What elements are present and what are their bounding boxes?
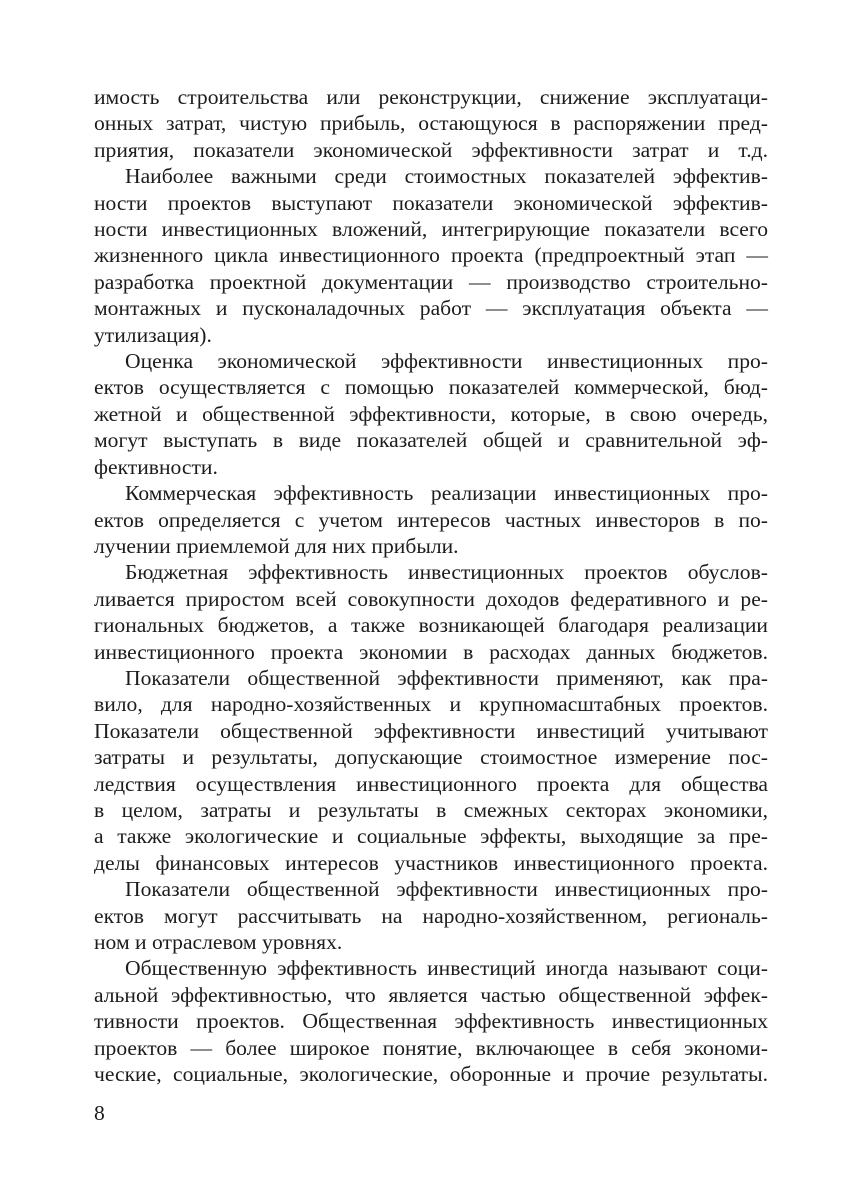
paragraph (94, 84, 768, 163)
paragraph (94, 480, 768, 559)
text-line: Показатели общественной эффективности инвестиций учитывают (94, 718, 768, 743)
text-line: вило, для народно-хозяйственных и крупномасштабных проектов. (94, 692, 768, 717)
text-line: затраты и результаты, допускающие стоимостное измерение пос- (94, 745, 768, 770)
paragraph (94, 955, 768, 1087)
text-line: ческие, социальные, экологические, оборонные и прочие результаты. (94, 1062, 768, 1087)
text-line: приятия, показатели экономической эффективности затрат и т.д. (94, 137, 768, 162)
page-number: 8 (94, 1101, 105, 1125)
text-line: фективности. (94, 454, 218, 479)
text-line: лучении приемлемой для них прибыли. (94, 533, 459, 558)
text-line: ектов осуществляется с помощью показателей коммерческой, бюд- (94, 375, 768, 400)
text-line: могут выступать в виде показателей общей и сравнительной эф- (94, 428, 768, 453)
text-line: ектов могут рассчитывать на народно-хозяйственном, региональ- (94, 903, 768, 928)
text-line: жетной и общественной эффективности, которые, в свою очередь, (94, 401, 768, 426)
text-line: гиональных бюджетов, а также возникающей благодаря реализации (94, 613, 768, 638)
paragraphs (94, 84, 768, 1087)
text-line: онных затрат, чистую прибыль, остающуюся в распоряжении пред- (94, 111, 768, 136)
text-line: делы финансовых интересов участников инвестиционного проекта. (94, 850, 768, 875)
text-line: утилизация). (94, 322, 212, 347)
text-line: ности инвестиционных вложений, интегрирующие показатели всего (94, 217, 768, 242)
text-line: Показатели общественной эффективности инвестиционных про- (125, 877, 768, 902)
paragraph (94, 876, 768, 955)
paragraph (94, 559, 768, 665)
text-line: Бюджетная эффективность инвестиционных проектов обуслов- (125, 560, 768, 585)
text-line: Показатели общественной эффективности применяют, как пра- (125, 665, 768, 690)
text-line: разработка проектной документации — производство строительно- (94, 269, 768, 294)
text-line: монтажных и пусконаладочных работ — эксплуатация объекта — (94, 296, 768, 321)
paragraph (94, 348, 768, 480)
text-line: инвестиционного проекта экономии в расходах данных бюджетов. (94, 639, 768, 664)
page-body (94, 84, 768, 1087)
text-line: ном и отраслевом уровнях. (94, 930, 343, 954)
paragraph (94, 163, 768, 348)
paragraph (94, 665, 768, 876)
text-line: ледствия осуществления инвестиционного проекта для общества (94, 771, 768, 796)
text-line: в целом, затраты и результаты в смежных секторах экономики, (94, 797, 768, 822)
text-line: а также экологические и социальные эффекты, выходящие за пре- (94, 824, 768, 849)
text-line: проектов — более широкое понятие, включающее в себя экономи- (94, 1035, 768, 1060)
text-line: имость строительства или реконструкции, снижение эксплуатаци- (94, 85, 768, 109)
text-line: Наиболее важными среди стоимостных показателей эффектив- (125, 164, 768, 189)
text-line: альной эффективностью, что является частью общественной эффек- (94, 982, 768, 1007)
text-line: ектов определяется с учетом интересов частных инвесторов в по- (94, 507, 768, 532)
text-line: Оценка экономической эффективности инвестиционных про- (125, 349, 768, 374)
text-line: жизненного цикла инвестиционного проекта (предпроектный этап — (94, 243, 768, 268)
text-line: Коммерческая эффективность реализации инвестиционных про- (125, 481, 768, 506)
text-line: Общественную эффективность инвестиций иногда называют соци- (125, 956, 768, 981)
text-line: тивности проектов. Общественная эффективность инвестиционных (94, 1009, 768, 1034)
text-line: ности проектов выступают показатели экономической эффектив- (94, 190, 768, 215)
text-line: ливается приростом всей совокупности доходов федеративного и ре- (94, 586, 768, 611)
